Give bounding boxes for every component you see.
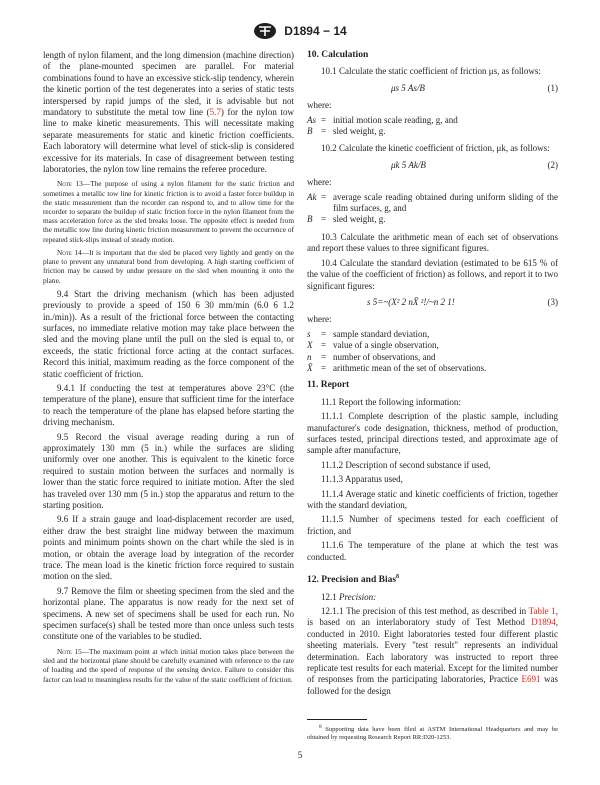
where-label: where: [307, 314, 332, 325]
heading-precision-bias: 12. Precision and Bias$^8$ [307, 574, 400, 586]
section-9-6: 9.6 If a strain gauge and load-displacement recorder are used, either draw the best straight line midway between the maximum points and minimum points shown on the chart while the sled is in motion, or obtain the average load by integration of the recorder trace. The mean load is the kinetic friction force required to sustain motion on the sled. [43, 514, 294, 582]
section-11-1-2: 11.1.2 Description of second substance if used, [321, 459, 491, 470]
section-10-4: 10.4 Calculate the standard deviation (estimated to be 615 % of the value of the coefficient of friction) as follows, and report it to two significant figures: [307, 257, 558, 291]
section-9-4-1: 9.4.1 If conducting the test at temperatures above 23°C (the temperature of the plane), ensure that sufficient time for the interface to reach the temperature of the plane has elapsed before starting the driving mechanism. [43, 382, 294, 428]
definition: Ak = average scale reading obtained during uniform sliding of the film surfaces, g, and [307, 191, 558, 214]
e691-link[interactable]: E691 [521, 674, 541, 685]
section-11-1-5: 11.1.5 Number of specimens tested for each coefficient of friction, and [307, 514, 558, 536]
section-12-1: 12.1 Precision: [321, 591, 377, 602]
definition: B = sled weight, g. [307, 214, 386, 225]
definition: As = initial motion scale reading, g, and [307, 114, 458, 125]
footnote-divider [307, 719, 367, 720]
paragraph-continuation: length of nylon filament, and the long dimension (machine direction) of the plane-mounted specimen are parallel. For material combinations found to have an excessive stick-slip tendency, wherein the kinetic portion of the test degenerates into a series of static tests interspersed by rapid jumps of the sled, it is advisable but not mandatory to substitute the metal tow line (5.7) for the nylon tow line to make kinetic measurements. This will necessitate making separate measurements for static and kinetic friction coefficients. Each laboratory will determine what level of stick-slip is considered excessive for its materials. In case of disagreement between testing laboratories, the nylon tow line remains the referee procedure. [43, 50, 294, 175]
equation-3: s 5=~(X² 2 nX̄ ²!/~n 2 1! (3) [367, 296, 558, 307]
document-id: D1894 − 14 [284, 24, 347, 39]
heading-report: 11. Report [307, 380, 350, 391]
section-9-5: 9.5 Record the visual average reading during a run of approximately 130 mm (5 in.) while the surfaces are sliding uniformly over one another. This is equivalent to the kinetic force required to sustain motion between the surfaces and normally is lower than the static force required to initiate motion. After the sled has traveled over 130 mm (5 in.) stop the apparatus and return to the starting position. [43, 431, 294, 511]
heading-calculation: 10. Calculation [307, 50, 369, 60]
definition: s = sample standard deviation, [307, 328, 430, 339]
section-10-2: 10.2 Calculate the kinetic coefficient of friction, μk, as follows: [321, 143, 550, 154]
page-header [0, 22, 600, 40]
where-label: where: [307, 177, 332, 188]
section-11-1-4: 11.1.4 Average static and kinetic coefficients of friction, together with the standard deviation, [307, 488, 558, 510]
d1894-link[interactable]: D1894 [531, 617, 556, 628]
where-label: where: [307, 100, 332, 111]
section-11-1: 11.1 Report the following information: [321, 396, 461, 407]
note-14: Note 14—It is important that the sled be placed very lightly and gently on the plane to prevent any unnatural bond from developing. A high starting coefficient of friction may be caused by undue pressure on the sled when mounting it onto the plane. [43, 247, 294, 285]
footnote: $^8$ Supporting data have been filed at ASTM International Headquarters and may be obtained by requesting Research Report RR:D20-1253. [307, 724, 558, 742]
section-12-1-1: 12.1.1 The precision of this test method, as described in Table 1, is based on an interlaboratory study of Test Method D1894, conducted in 2010. Eight laboratories tested four different plastic sheeting materials. Every "test result" represents an individual determination. Each laboratory was instructed to report three replicate test results for each material. Except for the limited number of responses from the participating laboratories, Practice E691 was followed for the design [307, 606, 558, 696]
section-10-3: 10.3 Calculate the arithmetic mean of each set of observations and report these values to three significant figures. [307, 231, 558, 254]
section-9-4: 9.4 Start the driving mechanism (which has been adjusted previously to provide a speed of 150 6 30 mm/min (6.0 6 1.2 in./min)). As a result of the frictional force between the contacting surfaces, no immediate relative motion may take place between the sled and the moving plane until the pull on the sled is equal to, or exceeds, the static frictional force acting at the contact surfaces. Record this initial, maximum reading as the force component of the static coefficient of friction. [43, 288, 294, 379]
section-11-1-1: 11.1.1 Complete description of the plastic sample, including manufacturer's code designation, thickness, method of production, surfaces tested, principal directions tested, and approximate age of sample after manufacture, [307, 411, 558, 456]
footnote-ref: 8 [396, 574, 400, 581]
table-1-link[interactable]: Table 1 [528, 606, 556, 616]
equation-1: μs 5 As/B (1) [391, 82, 558, 93]
left-column [43, 50, 294, 688]
section-9-7: 9.7 Remove the film or sheeting specimen from the sled and the horizontal plane. The apparatus is now ready for the next set of specimens. A new set of specimens shall be used for each run. No specimen surface(s) shall be tested more than once unless such tests constitute one of the variables to be studied. [43, 585, 294, 642]
definition: n = number of observations, and [307, 351, 436, 362]
note-13: Note 13—The purpose of using a nylon filament for the static friction and sometimes a metallic tow line for kinetic friction is to avoid a faster force buildup in the static measurement than the recorder can respond to, and to allow time for the recorder to separate the buildup of static friction force in the nylon filament from the mass acceleration force as the sled breaks loose. The opposite effect is needed from the metallic tow line during kinetic friction measurement to prevent the occurrence of repeated stick-slips instead of steady motion. [43, 179, 294, 244]
right-column [307, 50, 558, 745]
section-link[interactable]: 5.7 [209, 107, 221, 118]
astm-logo-icon [253, 22, 277, 40]
definition: B = sled weight, g. [307, 126, 386, 137]
page-number: 5 [297, 750, 303, 760]
definition: X = value of a single observation, [307, 340, 439, 351]
section-11-1-3: 11.1.3 Apparatus used, [321, 474, 403, 485]
equation-2: μk 5 Ak/B (2) [391, 159, 558, 170]
section-11-1-6: 11.1.6 The temperature of the plane at which the test was conducted. [307, 540, 558, 562]
definition: X̄ = arithmetic mean of the set of observations. [307, 362, 487, 373]
section-10-1: 10.1 Calculate the static coefficient of friction μs, as follows: [321, 66, 541, 77]
note-15: Note 15—The maximum point at which initial motion takes place between the sled and the horizontal plane should be carefully examined with reference to the rate of loading and the speed of response of the sensing device. Failure to consider this factor can lead to meaningless results for the value of the static coefficient of friction. [43, 646, 294, 684]
